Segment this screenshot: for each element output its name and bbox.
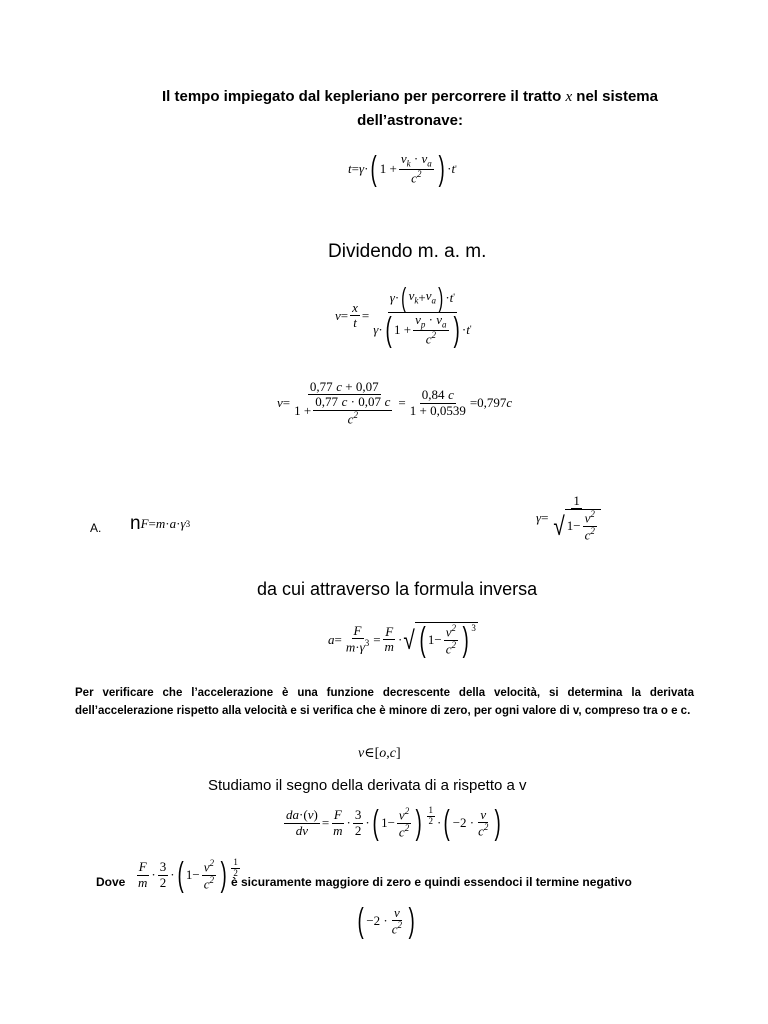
paragraph-verify: Per verificare che l’accelerazione è una funzione decrescente della velocità, si determina la derivata dell’accelerazione rispetto alla velocità e si verifica che è minore di zero, per ogni valore di v, compreso tra o e c. — [75, 687, 694, 717]
equation-gamma: γ = 1 √ 1− $\frac{v^2}{c^2}$ — [536, 494, 605, 543]
item-marker: A. — [90, 521, 102, 535]
heading-divide: Dividendo m. a. m. — [328, 241, 487, 262]
heading-study: Studiamo il segno della derivata di a rispetto a v — [208, 777, 527, 794]
equation-dove: $\frac{F}{m}$ · $\frac{3}{2}$ · ( 1− $\frac{v^2}{c^2}$ ) $\frac{1}{2}$ — [138, 856, 238, 894]
dove-label: Dove — [96, 875, 126, 889]
equation-time: t = γ · ( 1 + $\frac{v_k \cdot v_a}{c^2}$ ) · t ' — [348, 150, 457, 189]
equation-negative-term: ( −2 · $\frac{v}{c^2}$ ) — [357, 902, 415, 940]
intro-line-1 — [60, 88, 760, 106]
equation-force: n F = m · a · γ 3 — [130, 513, 191, 534]
intro-variable: x — [565, 89, 573, 105]
equation-numeric: v = 0,77 c + 0,07 1 + $\frac{0,77 c \cdot 0,07 c}{c^2}$ = $\frac{0,84 c}{1 + 0,0539}$ = 0,797 c — [277, 379, 513, 426]
intro-text-after: nel sistema — [576, 88, 658, 105]
equation-domain: v ∈ [ o , c ] — [358, 745, 401, 761]
equation-acceleration: a = $\frac{F}{m\cdot\gamma^3}$ = $\frac{F}{m}$ · √ ( 1− $\frac{v^2}{c^2}$ ) $^3$ — [328, 621, 476, 659]
equation-derivative: $\frac{da\cdot(v)}{dv}$ = $\frac{F}{m}$ · $\frac{3}{2}$ · ( 1− $\frac{v^2}{c^2}$ ) $\frac{1}{2}$ · ( −2 · $\frac{v}{c^2}$ ) — [286, 804, 502, 842]
intro-line-2: dell’astronave: — [357, 112, 463, 129]
item-lead: n — [130, 513, 141, 534]
equation-velocity: v = $\frac{x}{t}$ = γ · ( $v_k$ + $v_a$ ) · t ' γ · ( 1 + $\frac{v_p \cdot v_a}{c^2}$ ) · t ' — [335, 282, 472, 350]
intro-text-before: Il tempo impiegato dal kepleriano per percorrere il tratto — [162, 88, 562, 105]
dove-text: è sicuramente maggiore di zero e quindi essendoci il termine negativo — [231, 875, 632, 889]
heading-inverse: da cui attraverso la formula inversa — [257, 579, 538, 599]
